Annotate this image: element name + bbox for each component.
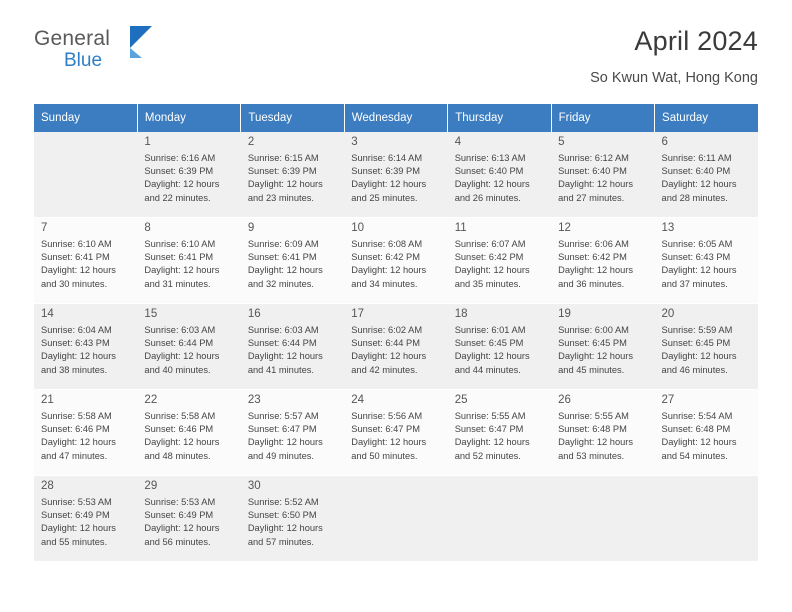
day-info-line: Sunrise: 6:14 AM (351, 153, 423, 163)
weekday-header-monday: Monday (137, 104, 240, 132)
weekday-header-thursday: Thursday (448, 104, 551, 132)
day-info-line: and 30 minutes. (41, 278, 108, 289)
triangle-logo-icon (130, 26, 152, 48)
day-info-line: Sunrise: 6:05 AM (661, 239, 733, 249)
day-info-line: Daylight: 12 hours (41, 523, 116, 534)
calendar-cell (551, 304, 654, 390)
calendar-day-cell[interactable] (241, 218, 344, 303)
day-info-line: Sunset: 6:40 PM (558, 166, 627, 177)
day-info-line: Daylight: 12 hours (144, 265, 220, 276)
day-sun-info (558, 238, 648, 291)
day-sun-info (351, 324, 441, 377)
calendar-cell (137, 218, 240, 304)
day-sun-info (248, 238, 338, 291)
day-info-line: Sunrise: 6:00 AM (558, 325, 629, 335)
calendar-day-cell[interactable] (448, 132, 551, 217)
day-info-line: and 47 minutes. (41, 450, 108, 461)
page-title: April 2024 (634, 26, 758, 56)
day-number: 19 (558, 308, 571, 320)
day-number: 18 (454, 308, 468, 320)
calendar-cell (655, 304, 758, 390)
day-number: 14 (41, 308, 54, 320)
day-info-line: Sunset: 6:44 PM (144, 338, 214, 349)
calendar-week-row (34, 390, 758, 476)
day-info-line: Sunrise: 5:55 AM (454, 411, 526, 421)
day-info-line: Daylight: 12 hours (144, 437, 220, 448)
day-info-line: Sunset: 6:44 PM (247, 338, 317, 349)
day-sun-info (248, 410, 338, 463)
calendar-cell (137, 132, 240, 218)
day-sun-info (351, 152, 441, 205)
day-sun-info (662, 152, 752, 205)
day-info-line: Sunrise: 5:54 AM (661, 411, 733, 421)
day-number: 8 (144, 222, 151, 234)
day-info-line: Daylight: 12 hours (454, 179, 530, 190)
weekday-header-friday: Friday (551, 104, 654, 132)
day-info-line: and 50 minutes. (351, 450, 418, 461)
day-number: 28 (41, 480, 54, 492)
day-info-line: and 44 minutes. (454, 364, 521, 375)
day-number: 16 (247, 308, 261, 320)
day-info-line: Sunrise: 5:59 AM (661, 325, 733, 335)
calendar-week-row (34, 476, 758, 562)
day-info-line: Sunset: 6:47 PM (247, 424, 317, 435)
day-info-line: and 40 minutes. (144, 364, 211, 375)
calendar-day-cell[interactable] (137, 132, 240, 217)
location-label: So Kwun Wat, Hong Kong (590, 70, 758, 86)
calendar-cell (344, 132, 447, 218)
day-info-line: Sunrise: 6:12 AM (558, 153, 629, 163)
day-info-line: Sunset: 6:43 PM (41, 338, 110, 349)
day-number: 13 (661, 222, 675, 234)
day-info-line: Sunset: 6:45 PM (661, 338, 731, 349)
day-info-line: and 23 minutes. (247, 192, 314, 203)
calendar-day-cell[interactable] (551, 132, 654, 217)
day-number: 9 (247, 222, 255, 234)
day-info-line: Sunrise: 6:06 AM (558, 239, 629, 249)
day-number: 30 (247, 480, 261, 492)
calendar-cell (448, 390, 551, 476)
day-info-line: Sunset: 6:49 PM (144, 510, 214, 521)
day-info-line: Sunrise: 6:01 AM (454, 325, 526, 335)
day-info-line: Sunset: 6:44 PM (351, 338, 420, 349)
calendar-day-cell[interactable] (241, 304, 344, 389)
calendar-cell (344, 218, 447, 304)
day-info-line: Sunrise: 6:15 AM (247, 153, 319, 163)
calendar-day-cell[interactable] (137, 390, 240, 475)
day-info-line: Daylight: 12 hours (661, 265, 737, 276)
calendar-week-row (34, 132, 758, 218)
day-number: 26 (558, 394, 571, 406)
day-sun-info (558, 324, 648, 377)
day-sun-info (144, 496, 234, 549)
day-sun-info (248, 496, 338, 549)
calendar-day-cell[interactable] (137, 304, 240, 389)
day-sun-info (41, 324, 131, 377)
day-info-line: Sunrise: 6:08 AM (351, 239, 423, 249)
brand-name-general: General (34, 27, 111, 50)
day-info-line: Sunset: 6:49 PM (41, 510, 110, 521)
day-info-line: Sunset: 6:40 PM (454, 166, 524, 177)
day-number: 5 (558, 136, 565, 148)
day-info-line: and 37 minutes. (661, 278, 728, 289)
day-sun-info (455, 410, 545, 463)
day-info-line: Sunrise: 6:03 AM (144, 325, 216, 335)
day-info-line: Daylight: 12 hours (661, 179, 737, 190)
day-sun-info (662, 410, 752, 463)
day-info-line: Sunset: 6:46 PM (144, 424, 214, 435)
day-info-line: Sunrise: 6:13 AM (454, 153, 526, 163)
day-info-line: Sunset: 6:50 PM (247, 510, 317, 521)
day-info-line: Sunset: 6:47 PM (351, 424, 420, 435)
day-info-line: and 25 minutes. (351, 192, 418, 203)
day-info-line: Daylight: 12 hours (247, 265, 323, 276)
day-number: 25 (454, 394, 468, 406)
day-info-line: and 41 minutes. (247, 364, 314, 375)
calendar-cell (551, 218, 654, 304)
calendar-cell (34, 476, 137, 562)
day-info-line: Sunset: 6:39 PM (247, 166, 317, 177)
day-number: 29 (144, 480, 158, 492)
day-info-line: and 34 minutes. (351, 278, 418, 289)
day-info-line: Sunset: 6:42 PM (351, 252, 420, 263)
day-info-line: Sunrise: 6:10 AM (144, 239, 216, 249)
calendar-cell (241, 476, 344, 562)
day-info-line: Daylight: 12 hours (41, 437, 116, 448)
day-info-line: Daylight: 12 hours (454, 265, 530, 276)
calendar-day-cell[interactable] (448, 218, 551, 303)
day-info-line: Sunrise: 5:55 AM (558, 411, 629, 421)
day-info-line: and 28 minutes. (661, 192, 728, 203)
day-info-line: Sunrise: 5:52 AM (247, 497, 319, 507)
day-info-line: Sunset: 6:43 PM (661, 252, 731, 263)
day-info-line: Daylight: 12 hours (41, 351, 116, 362)
calendar-cell (448, 476, 551, 562)
day-info-line: Daylight: 12 hours (661, 437, 737, 448)
day-number: 15 (144, 308, 158, 320)
calendar-day-cell[interactable] (551, 304, 654, 389)
day-sun-info (351, 238, 441, 291)
day-info-line: Daylight: 12 hours (351, 437, 427, 448)
calendar-cell (655, 390, 758, 476)
day-info-line: Daylight: 12 hours (247, 351, 323, 362)
day-info-line: Daylight: 12 hours (351, 179, 427, 190)
day-number: 27 (661, 394, 675, 406)
calendar-cell (137, 390, 240, 476)
day-info-line: Daylight: 12 hours (144, 179, 220, 190)
day-info-line: and 32 minutes. (247, 278, 314, 289)
day-info-line: Daylight: 12 hours (247, 179, 323, 190)
day-info-line: Daylight: 12 hours (454, 437, 530, 448)
calendar-day-cell[interactable] (655, 304, 758, 389)
calendar-body (34, 132, 758, 562)
calendar-day-cell[interactable] (448, 304, 551, 389)
day-sun-info (41, 496, 131, 549)
day-sun-info (144, 238, 234, 291)
brand-name-blue: Blue (64, 50, 103, 71)
calendar-cell (448, 218, 551, 304)
day-info-line: Sunset: 6:45 PM (454, 338, 524, 349)
day-info-line: and 26 minutes. (454, 192, 521, 203)
day-info-line: Sunrise: 6:16 AM (144, 153, 216, 163)
calendar-day-cell[interactable] (655, 132, 758, 217)
day-info-line: Sunset: 6:42 PM (558, 252, 627, 263)
day-number: 2 (247, 136, 255, 148)
calendar-day-cell[interactable] (344, 390, 447, 475)
day-number: 3 (351, 136, 358, 148)
day-info-line: Sunrise: 6:10 AM (41, 239, 112, 249)
calendar-cell (551, 132, 654, 218)
day-info-line: and 53 minutes. (558, 450, 625, 461)
calendar-day-cell[interactable] (241, 132, 344, 217)
calendar-cell (34, 132, 137, 218)
calendar-cell (344, 390, 447, 476)
day-info-line: Sunset: 6:39 PM (144, 166, 214, 177)
calendar-cell (551, 476, 654, 562)
day-info-line: Sunrise: 6:04 AM (41, 325, 112, 335)
calendar-day-cell[interactable] (344, 132, 447, 217)
day-sun-info (144, 324, 234, 377)
calendar-cell (655, 132, 758, 218)
day-info-line: Daylight: 12 hours (558, 265, 634, 276)
weekday-header-sunday: Sunday (34, 104, 137, 132)
calendar-cell (241, 390, 344, 476)
day-info-line: Daylight: 12 hours (558, 437, 634, 448)
day-info-line: and 48 minutes. (144, 450, 211, 461)
day-sun-info (455, 238, 545, 291)
day-number: 1 (144, 136, 151, 148)
calendar-cell (551, 390, 654, 476)
day-info-line: Daylight: 12 hours (247, 437, 323, 448)
page-header (34, 0, 758, 86)
day-info-line: Sunrise: 5:56 AM (351, 411, 423, 421)
day-info-line: and 56 minutes. (144, 536, 211, 547)
day-info-line: Sunrise: 6:09 AM (247, 239, 319, 249)
calendar-day-cell[interactable] (344, 304, 447, 389)
day-info-line: Sunrise: 6:11 AM (661, 153, 732, 163)
day-info-line: Daylight: 12 hours (558, 179, 634, 190)
day-number: 17 (351, 308, 365, 320)
day-info-line: Sunset: 6:48 PM (661, 424, 731, 435)
calendar-week-row (34, 218, 758, 304)
day-info-line: and 42 minutes. (351, 364, 418, 375)
calendar-header-row (34, 104, 758, 132)
day-number: 23 (247, 394, 261, 406)
day-info-line: Sunset: 6:40 PM (661, 166, 731, 177)
day-sun-info (558, 410, 648, 463)
day-info-line: Sunset: 6:41 PM (247, 252, 317, 263)
day-info-line: and 22 minutes. (144, 192, 211, 203)
calendar-cell-empty (551, 476, 654, 561)
day-info-line: Sunset: 6:41 PM (144, 252, 214, 263)
calendar-cell (655, 218, 758, 304)
calendar-cell-empty (34, 132, 137, 217)
day-info-line: Daylight: 12 hours (454, 351, 530, 362)
calendar-day-cell[interactable] (241, 390, 344, 475)
calendar-cell (655, 476, 758, 562)
calendar-day-cell[interactable] (137, 218, 240, 303)
day-number: 24 (351, 394, 365, 406)
weekday-header-wednesday: Wednesday (344, 104, 447, 132)
weekday-header-saturday: Saturday (655, 104, 758, 132)
day-number: 10 (351, 222, 365, 234)
day-sun-info (41, 410, 131, 463)
day-number: 21 (41, 394, 54, 406)
day-sun-info (144, 410, 234, 463)
calendar-cell (448, 132, 551, 218)
day-sun-info (558, 152, 648, 205)
calendar-day-cell[interactable] (551, 218, 654, 303)
day-info-line: Sunset: 6:39 PM (351, 166, 420, 177)
day-number: 4 (454, 136, 462, 148)
day-info-line: Daylight: 12 hours (144, 523, 220, 534)
calendar-cell (448, 304, 551, 390)
day-info-line: Daylight: 12 hours (144, 351, 220, 362)
calendar-day-cell[interactable] (344, 218, 447, 303)
calendar-day-cell[interactable] (34, 304, 137, 389)
calendar-cell (137, 476, 240, 562)
day-info-line: and 27 minutes. (558, 192, 625, 203)
calendar-cell (34, 304, 137, 390)
day-sun-info (41, 238, 131, 291)
day-sun-info (662, 324, 752, 377)
calendar-day-cell[interactable] (241, 476, 344, 561)
calendar-cell (344, 304, 447, 390)
calendar-cell-empty (344, 476, 447, 561)
day-number: 12 (558, 222, 571, 234)
day-info-line: Sunrise: 6:07 AM (454, 239, 526, 249)
day-sun-info (351, 410, 441, 463)
calendar-day-cell[interactable] (34, 476, 137, 561)
calendar-day-cell[interactable] (34, 218, 137, 303)
day-info-line: and 35 minutes. (454, 278, 521, 289)
calendar-cell (241, 132, 344, 218)
day-sun-info (455, 324, 545, 377)
day-number: 11 (454, 222, 467, 234)
calendar-cell (241, 304, 344, 390)
day-info-line: Sunset: 6:48 PM (558, 424, 627, 435)
day-info-line: Sunrise: 5:57 AM (247, 411, 319, 421)
day-info-line: Sunrise: 5:53 AM (41, 497, 112, 507)
day-info-line: and 36 minutes. (558, 278, 625, 289)
calendar-week-row (34, 304, 758, 390)
day-info-line: and 57 minutes. (247, 536, 314, 547)
day-number: 22 (144, 394, 158, 406)
day-info-line: Sunset: 6:45 PM (558, 338, 627, 349)
day-info-line: and 52 minutes. (454, 450, 521, 461)
day-info-line: Daylight: 12 hours (351, 351, 427, 362)
day-info-line: Daylight: 12 hours (661, 351, 737, 362)
day-info-line: Daylight: 12 hours (41, 265, 116, 276)
day-info-line: and 45 minutes. (558, 364, 625, 375)
calendar-cell (344, 476, 447, 562)
day-sun-info (144, 152, 234, 205)
day-info-line: Sunset: 6:46 PM (41, 424, 110, 435)
calendar-day-cell[interactable] (448, 390, 551, 475)
day-info-line: Sunrise: 5:53 AM (144, 497, 216, 507)
calendar-cell (34, 218, 137, 304)
calendar-cell (241, 218, 344, 304)
calendar-cell (137, 304, 240, 390)
day-sun-info (662, 238, 752, 291)
weekday-header-tuesday: Tuesday (241, 104, 344, 132)
triangle-logo-accent-icon (130, 48, 142, 58)
calendar-cell (34, 390, 137, 476)
calendar-day-cell[interactable] (137, 476, 240, 561)
day-info-line: and 38 minutes. (41, 364, 108, 375)
day-info-line: Daylight: 12 hours (351, 265, 427, 276)
day-info-line: Sunrise: 5:58 AM (41, 411, 112, 421)
day-sun-info (455, 152, 545, 205)
day-info-line: Sunset: 6:47 PM (454, 424, 524, 435)
brand-logo (34, 28, 110, 70)
calendar-day-cell[interactable] (551, 390, 654, 475)
calendar-cell-empty (655, 476, 758, 561)
day-info-line: and 31 minutes. (144, 278, 211, 289)
day-info-line: and 55 minutes. (41, 536, 108, 547)
calendar-cell-empty (448, 476, 551, 561)
day-info-line: and 46 minutes. (661, 364, 728, 375)
calendar-table (34, 104, 758, 562)
day-number: 20 (661, 308, 675, 320)
day-number: 7 (41, 222, 48, 234)
day-number: 6 (661, 136, 668, 148)
day-info-line: Sunset: 6:42 PM (454, 252, 524, 263)
day-info-line: Daylight: 12 hours (247, 523, 323, 534)
day-info-line: Daylight: 12 hours (558, 351, 634, 362)
calendar-day-cell[interactable] (655, 218, 758, 303)
day-info-line: Sunset: 6:41 PM (41, 252, 110, 263)
day-info-line: Sunrise: 6:02 AM (351, 325, 423, 335)
day-sun-info (248, 324, 338, 377)
day-info-line: and 49 minutes. (247, 450, 314, 461)
day-info-line: Sunrise: 5:58 AM (144, 411, 216, 421)
calendar-day-cell[interactable] (34, 390, 137, 475)
day-info-line: and 54 minutes. (661, 450, 728, 461)
calendar-day-cell[interactable] (655, 390, 758, 475)
day-sun-info (248, 152, 338, 205)
day-info-line: Sunrise: 6:03 AM (247, 325, 319, 335)
